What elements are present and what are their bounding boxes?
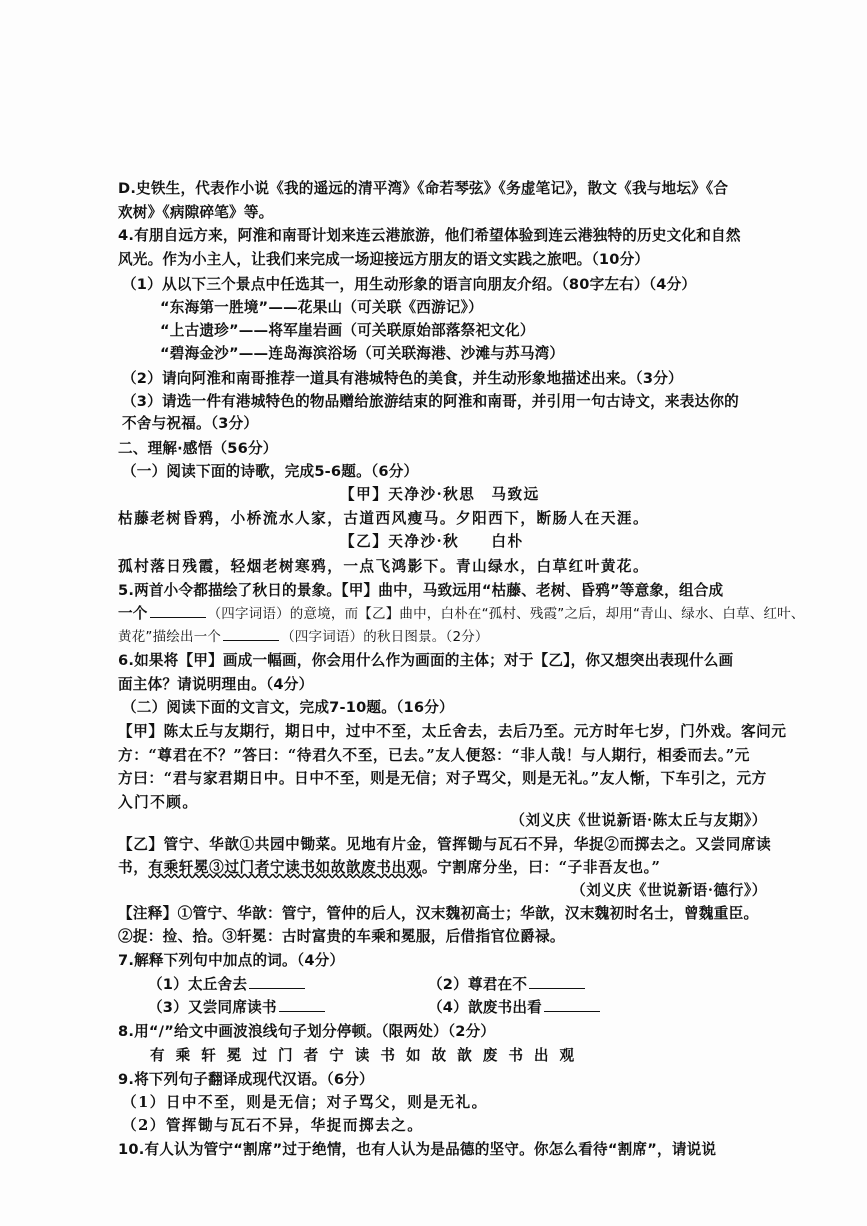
text-line xyxy=(118,605,805,623)
scenic-spot-3: “碧海金沙”——连岛海滨浴场（可关联海港、沙滩与苏马湾） xyxy=(160,345,565,362)
question-10: 10.有人认为管宁“割席”过于绝情，也有人认为是品德的坚守。你怎么看待“割席”，请说说 xyxy=(118,1141,717,1158)
question-4-3: （3）请选一件有港城特色的物品赠给旅游结束的阿淮和南哥，并引用一句古诗文，来表达你的 xyxy=(122,393,739,410)
text-line: 面主体？请说明理由。（4分） xyxy=(118,676,314,693)
question-4-1: （1）从以下三个景点中任选其一，用生动形象的语言向朋友介绍。（80字左右）（4分） xyxy=(122,276,697,293)
question-9-item: （1）日中不至，则是无信；对子骂父，则是无礼。 xyxy=(122,1094,488,1111)
subsection-heading: （二）阅读下面的文言文，完成7-10题。（16分） xyxy=(122,699,454,716)
question-8: 8.用“/”给文中画波浪线句子划分停顿。（限两处）（2分） xyxy=(118,1023,496,1040)
answer-blank-3[interactable] xyxy=(249,976,305,989)
question-4-stem: 4.有朋自远方来，阿淮和南哥计划来连云港旅游，他们希望体验到连云港独特的历史文化和自然 xyxy=(118,227,741,244)
poem-yi-text: 孤村落日残霞，轻烟老树寒鸦，一点飞鸿影下。青山绿水，白草红叶黄花。 xyxy=(118,558,650,575)
question-7: 7.解释下列句中加点的词。（4分） xyxy=(118,952,345,969)
text-fragment: 。宁割席分坐，曰：“子非吾友也。” xyxy=(421,859,661,876)
answer-blank-5[interactable] xyxy=(279,999,325,1012)
annotation: ②捉：捡、拾。③轩冕：古时富贵的车乘和冕服，后借指官位爵禄。 xyxy=(118,928,565,945)
answer-blank-1[interactable] xyxy=(150,605,206,618)
text-fragment: 一个 xyxy=(118,605,148,622)
text-fragment: 黄花”描绘出一个 xyxy=(118,629,222,645)
poem-jia-title: 【甲】天净沙·秋思 马致远 xyxy=(340,486,540,503)
text-fragment: （4）歆废书出看 xyxy=(428,999,542,1016)
question-9: 9.将下列句子翻译成现代汉语。（6分） xyxy=(118,1071,374,1088)
section-heading: 二、理解·感悟（56分） xyxy=(118,440,278,457)
source-citation: （刘义庆《世说新语·德行》） xyxy=(571,882,767,899)
scenic-spot-2: “上古遗珍”——将军崖岩画（可关联原始部落祭祀文化） xyxy=(160,322,535,339)
text-fragment: （2）尊君在不 xyxy=(428,976,528,993)
question-7-item xyxy=(148,976,307,994)
text-fragment: （四字词语）的秋日图景。（2分） xyxy=(281,629,489,645)
text-line xyxy=(118,628,489,646)
question-7-item xyxy=(148,999,327,1017)
text-fragment: （四字词语）的意境，而【乙】曲中，白朴在“孤村、残霞”之后，却用“青山、绿水、白草、红叶、 xyxy=(207,606,805,622)
question-6: 6.如果将【甲】画成一幅画，你会用什么作为画面的主体；对于【乙】，你又想突出表现什么画 xyxy=(118,652,734,669)
question-7-item xyxy=(428,976,587,994)
classical-text-jia: 方曰：“君与家君期日中。日中不至，则是无信；对子骂父，则是无礼。”友人惭，下车引之，元方 xyxy=(118,770,767,787)
classical-text-jia: 方：“尊君在不？”答曰：“待君久不至，已去。”友人便怒：“非人哉！与人期行，相委而去。”元 xyxy=(118,747,750,764)
poem-jia-text: 枯藤老树昏鸦，小桥流水人家，古道西风瘦马。夕阳西下，断肠人在天涯。 xyxy=(118,510,650,527)
scenic-spot-1: “东海第一胜境”——花果山（可关联《西游记》） xyxy=(160,299,483,316)
classical-text-jia: 【甲】陈太丘与友期行，期日中，过中不至，太丘舍去，去后乃至。元方时年七岁，门外戏。客问元 xyxy=(118,723,787,740)
text-line: 欢树》《病隙碎笔》等。 xyxy=(118,204,274,221)
text-fragment: 书， xyxy=(118,859,149,876)
question-7-item xyxy=(428,999,602,1017)
answer-blank-6[interactable] xyxy=(544,999,600,1012)
text-line: 不舍与祝福。（3分） xyxy=(122,415,259,432)
question-4-2: （2）请向阿淮和南哥推荐一道具有港城特色的美食，并生动形象地描述出来。（3分） xyxy=(122,370,683,387)
question-5: 5.两首小令都描绘了秋日的景象。【甲】曲中，马致远用“枯藤、老树、昏鸦”等意象，组合成 xyxy=(118,582,724,599)
text-fragment: （3）又尝同席读书 xyxy=(148,999,277,1016)
annotation: 【注释】①管宁、华歆：管宁，管仲的后人，汉末魏初高士；华歆，汉末魏初时名士，曾魏重臣。 xyxy=(118,905,759,922)
poem-yi-title: 【乙】天净沙·秋 白朴 xyxy=(340,533,524,550)
answer-blank-2[interactable] xyxy=(223,628,279,641)
wavy-underlined-sentence: 有乘轩冕③过门者宁读书如故歆废书出观 xyxy=(148,859,422,876)
classical-text-yi xyxy=(118,859,661,877)
question-9-item: （2）管挥锄与瓦石不异，华捉而掷去之。 xyxy=(122,1117,424,1134)
answer-blank-4[interactable] xyxy=(529,976,585,989)
text-line: 风光。作为小主人，让我们来完成一场迎接远方朋友的语文实践之旅吧。（10分） xyxy=(118,251,650,268)
classical-text-yi: 【乙】管宁、华歆①共园中锄菜。见地有片金，管挥锄与瓦石不异，华捉②而掷去之。又尝同席读 xyxy=(118,836,772,853)
text-line: D.史铁生，代表作小说《我的遥远的清平湾》《命若琴弦》《务虚笔记》，散文《我与地坛》《合 xyxy=(118,180,729,197)
subsection-heading: （一）阅读下面的诗歌，完成5-6题。（6分） xyxy=(122,463,419,480)
sentence-to-divide: 有乘轩冕过门者宁读书如故歆废书出观 xyxy=(150,1047,586,1064)
classical-text-jia: 入门不顾。 xyxy=(118,794,199,811)
text-fragment: （1）太丘舍去 xyxy=(148,976,248,993)
source-citation: （刘义庆《世说新语·陈太丘与友期》） xyxy=(510,812,767,829)
